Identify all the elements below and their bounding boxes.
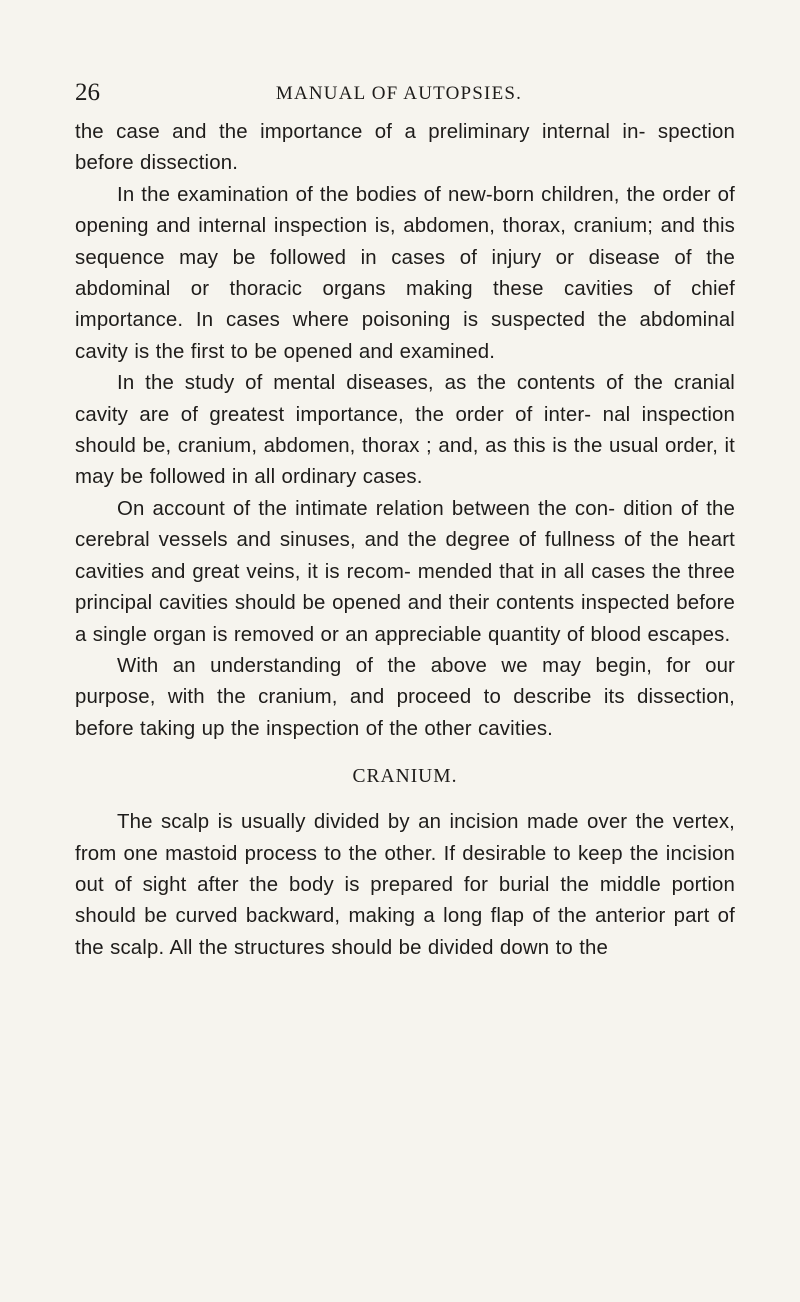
paragraph-newborn-order: In the examination of the bodies of new-born children, the order of opening and internal inspection is, abdomen, thorax, cranium; and this sequence may be followed in cases of injury or disease of the abdominal or thoracic organs making these cavities of chief importance. In cases where poisoning is suspected the abdominal cavity is the first to be opened and examined. [75,183,735,363]
page-number: 26 [75,79,100,106]
paragraph-mental-diseases: In the study of mental diseases, as the contents of the cranial cavity are of greatest importance, the order of inter- nal inspection should be, cranium, abdomen, thorax ; and, as this is the usual order, it may be followed in all ordinary cases. [75,372,735,489]
section-heading: CRANIUM. [352,766,458,788]
paragraph-cerebral-vessels: On account of the intimate relation between the con- dition of the cerebral vessels and sinuses, and the degree of fullness of the heart cavities and great veins, it is recom- mended that in all cases the three principal cavities should be opened and their contents inspected before a single organ is removed or an appreciable quantity of blood escapes. [75,497,735,646]
running-head [75,78,723,108]
paragraph-scalp-incision: The scalp is usually divided by an incision made over the vertex, from one mastoid process to the other. If desirable to keep the incision out of sight after the body is prepared for burial the middle portion should be curved backward, making a long flap of the anterior part of the scalp. All the structures should be divided down to the [75,811,735,959]
paragraph-begin-cranium: With an understanding of the above we may begin, for our purpose, with the cranium, and proceed to describe its dissection, before taking up the inspection of the other cavities. [75,654,735,740]
body-text [75,117,735,964]
running-title: MANUAL OF AUTOPSIES. [275,83,523,104]
paragraph-continuation: the case and the importance of a preliminary internal in- spection before dissection. [75,121,735,175]
